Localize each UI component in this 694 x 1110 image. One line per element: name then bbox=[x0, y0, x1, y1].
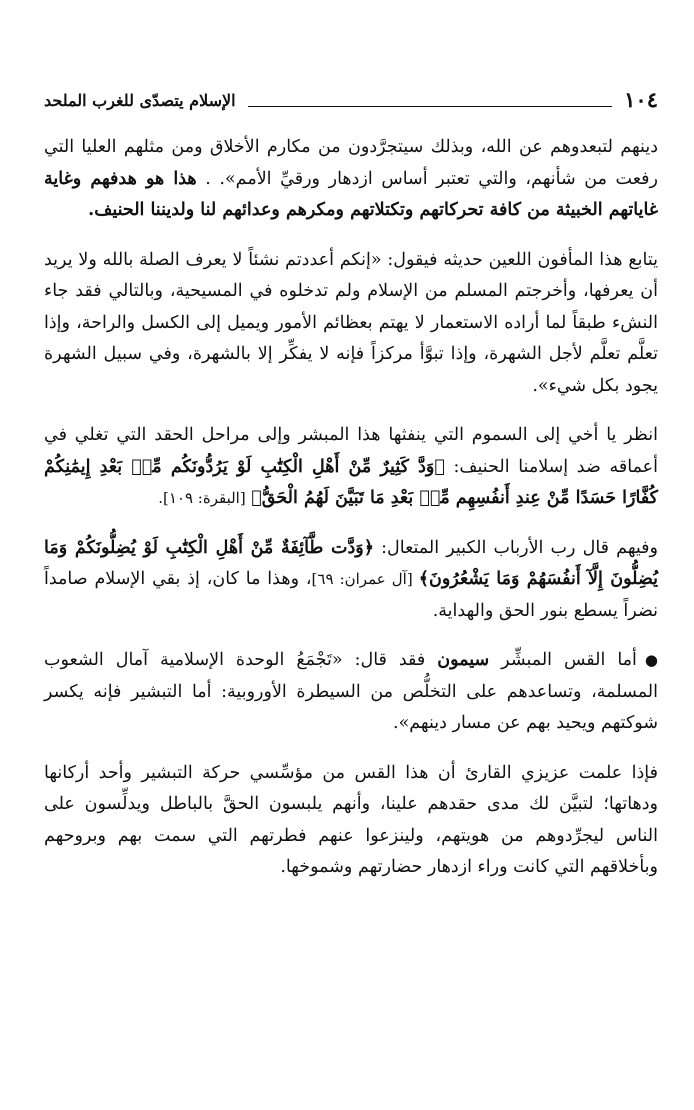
paragraph-text: يتابع هذا المأفون اللعين حديثه فيقول: «إنكم أعددتم نشئاً لا يعرف الصلة بالله ولا يريد أن يعرفها، وأخرجتم المسلم من الإسلام ولم تدخلوه في المسيحية، وبالتالي فقد جاء النشء طبقاً لما أراده الاستعمار لا يهتم بعظائم الأمور ويميل إلى الكسل والراحة، وإذا تعلَّم تعلَّم لأجل الشهرة، وإذا تبوَّأ مركزاً فإنه لا يفكِّر إلا بالشهرة، وفي سبيل الشهرة يجود بكل شيء». bbox=[44, 249, 658, 396]
paragraph-6 bbox=[44, 758, 658, 884]
paragraph-text: وفيهم قال رب الأرباب الكبير المتعال: bbox=[373, 537, 658, 558]
person-name: سيمون bbox=[437, 650, 490, 670]
quran-verse: ﴿وَدَّت طَّآئِفَةٌ مِّنْ أَهْلِ الْكِتَٰبِ لَوْ يُضِلُّونَكُمْ وَمَا يُضِلُّونَ إِلَّآ أَنفُسَهُمْ وَمَا يَشْعُرُونَ﴾ bbox=[44, 537, 659, 589]
paragraph-text: فإذا علمت عزيزي القارئ أن هذا القس من مؤسِّسي حركة التبشير وأحد أركانها ودهاتها؛ لتبيَّن لك مدى حقدهم علينا، وأنهم يلبسون الحقَّ بالباطل ويدلِّسون على الناس ليجرِّدوهم من هويتهم، ولينزعوا عنهم فطرتهم التي سمت بهم وبروحهم وبأخلاقهم التي كانت وراء ازدهار حضارتهم وشموخها. bbox=[44, 762, 658, 877]
page-number: ١٠٤ bbox=[624, 87, 658, 112]
quran-verse: ﴿وَدَّ كَثِيرٌ مِّنْ أَهْلِ الْكِتَٰبِ لَوْ يَرُدُّونَكُم مِّنۢ بَعْدِ إِيمَٰنِكُمْ كُفَّارًا حَسَدًا مِّنْ عِندِ أَنفُسِهِم مِّنۢ بَعْدِ مَا تَبَيَّنَ لَهُمُ الْحَقُّ﴾ bbox=[44, 456, 658, 508]
paragraph-1 bbox=[44, 132, 658, 227]
paragraph-text: فقد قال: «تَجْمَعُ الوحدة الإسلامية آمال الشعوب المسلمة، وتساعدهم على التخلُّص من السيطرة الأوروبية: أما التبشير فإنه يكسر شوكتهم ويحيد بهم عن مسار دينهم». bbox=[44, 650, 658, 733]
book-page bbox=[44, 78, 658, 1080]
page-header bbox=[44, 78, 658, 112]
paragraph-5 bbox=[44, 645, 658, 740]
paragraph-3 bbox=[44, 420, 658, 515]
running-title: الإسلام يتصدّى للغرب الملحد bbox=[44, 91, 236, 110]
bold-statement: هذا هو هدفهم وغاية غاياتهم الخبيثة من كافة تحركاتهم وتكتلاتهم ومكرهم وعدائهم لنا ولديننا الحنيف. bbox=[44, 168, 658, 220]
header-rule bbox=[248, 106, 613, 107]
verse-reference: [آل عمران: ٦٩] bbox=[311, 570, 419, 588]
paragraph-text: أما القس المبشِّر bbox=[489, 650, 637, 670]
bullet-icon: ● bbox=[644, 651, 658, 669]
paragraph-2 bbox=[44, 245, 658, 403]
paragraph-text: ، وهذا ما كان، إذ بقي الإسلام صامداً نضراً يسطع بنور الحق والهداية. bbox=[44, 569, 658, 621]
verse-reference: [البقرة: ١٠٩]. bbox=[158, 489, 246, 507]
paragraph-text: دينهم لتبعدوهم عن الله، وبذلك سيتجرَّدون من مكارم الأخلاق ومن مثلهم العليا التي رفعت من شأنهم، والتي تعتبر أساس ازدهار ورقيِّ الأمم». . bbox=[44, 137, 658, 189]
paragraph-text: انظر يا أخي إلى السموم التي ينفثها هذا المبشر وإلى مراحل الحقد التي تغلي في أعماقه ضد إسلامنا الحنيف: bbox=[44, 425, 658, 477]
paragraph-4 bbox=[44, 533, 658, 628]
page-body bbox=[44, 132, 658, 884]
